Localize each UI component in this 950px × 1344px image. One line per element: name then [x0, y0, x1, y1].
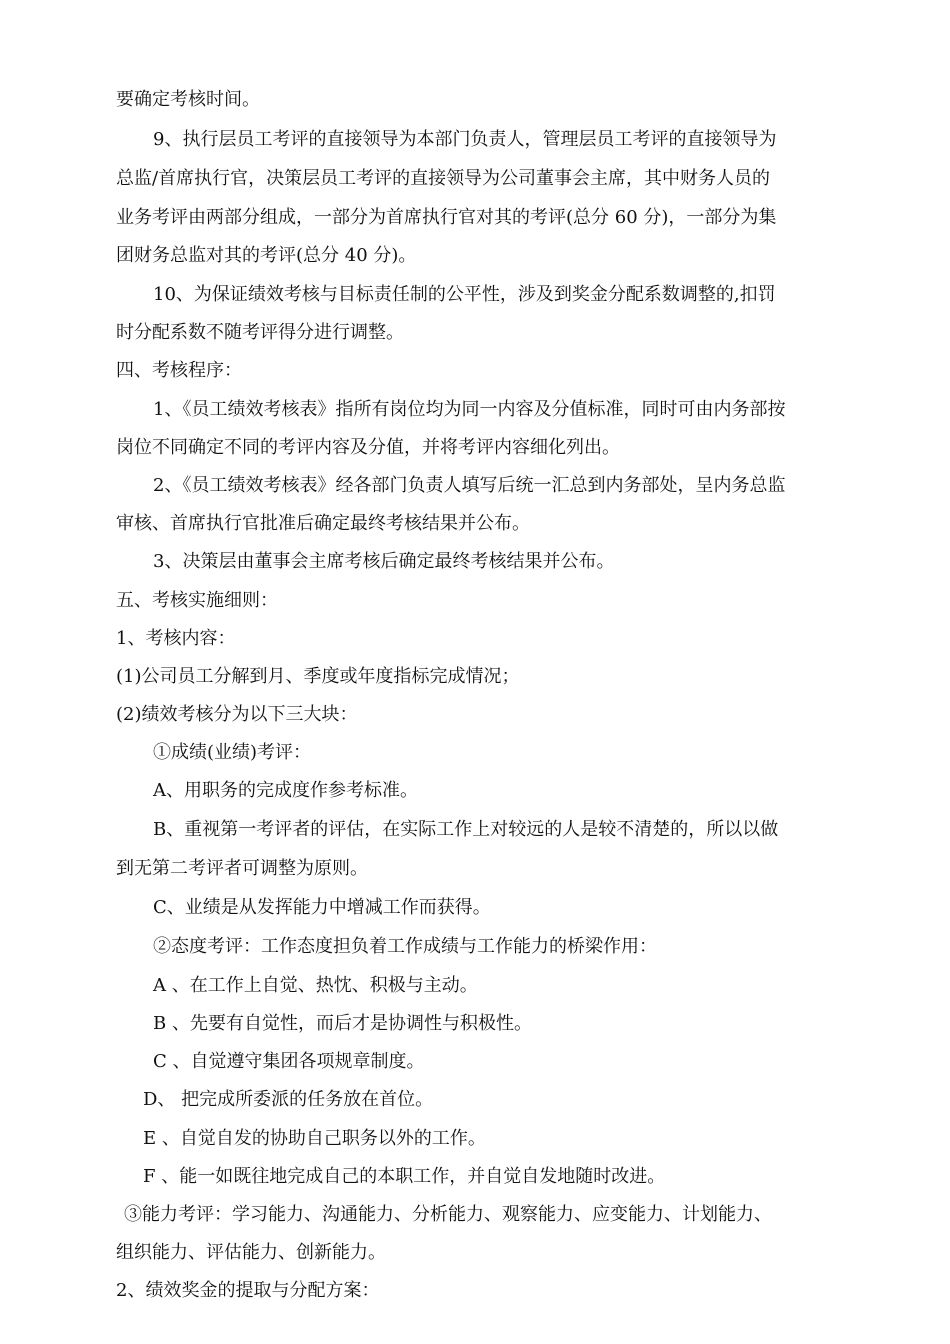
text-line: A、用职务的完成度作参考标准。 — [153, 780, 418, 801]
text-line: 组织能力、评估能力、创新能力。 — [116, 1242, 386, 1263]
text-line: C 、自觉遵守集团各项规章制度。 — [153, 1051, 425, 1072]
text-line: ②态度考评：工作态度担负着工作成绩与工作能力的桥梁作用： — [153, 936, 657, 957]
text-line: 岗位不同确定不同的考评内容及分值，并将考评内容细化列出。 — [116, 437, 620, 458]
text-line: B、重视第一考评者的评估，在实际工作上对较远的人是较不清楚的，所以以做 — [153, 819, 779, 840]
text-line: B 、先要有自觉性，而后才是协调性与积极性。 — [153, 1013, 532, 1034]
text-line: 2、《员工绩效考核表》经各部门负责人填写后统一汇总到内务部处，呈内务总监 — [153, 475, 786, 496]
text-line: 时分配系数不随考评得分进行调整。 — [116, 322, 404, 343]
text-line: 1、考核内容： — [116, 628, 236, 649]
text-line: 总监/首席执行官，决策层员工考评的直接领导为公司董事会主席，其中财务人员的 — [116, 168, 771, 189]
text-line: 审核、首席执行官批准后确定最终考核结果并公布。 — [116, 513, 530, 534]
text-line: 要确定考核时间。 — [116, 89, 260, 110]
text-line: A 、在工作上自觉、热忱、积极与主动。 — [153, 975, 478, 996]
text-line: 业务考评由两部分组成，一部分为首席执行官对其的考评(总分 60 分)，一部分为集 — [116, 207, 777, 228]
text-line: (2)绩效考核分为以下三大块： — [116, 704, 358, 725]
text-line: ③能力考评：学习能力、沟通能力、分析能力、观察能力、应变能力、计划能力、 — [124, 1204, 772, 1225]
text-line: ①成绩(业绩)考评： — [153, 742, 312, 763]
text-line: 2、绩效奖金的提取与分配方案： — [116, 1280, 380, 1301]
text-line: 到无第二考评者可调整为原则。 — [116, 858, 368, 879]
section-heading: 五、考核实施细则： — [116, 590, 278, 611]
text-line: E 、自觉自发的协助自己职务以外的工作。 — [143, 1128, 486, 1149]
text-line: 团财务总监对其的考评(总分 40 分)。 — [116, 245, 417, 266]
text-line: 10、为保证绩效考核与目标责任制的公平性，涉及到奖金分配系数调整的,扣罚 — [153, 284, 776, 305]
text-line: F 、能一如既往地完成自己的本职工作，并自觉自发地随时改进。 — [143, 1166, 666, 1187]
section-heading: 四、考核程序： — [116, 360, 242, 381]
text-line: 3、决策层由董事会主席考核后确定最终考核结果并公布。 — [153, 551, 615, 572]
text-line: C、业绩是从发挥能力中增减工作而获得。 — [153, 897, 491, 918]
text-line: D、 把完成所委派的任务放在首位。 — [143, 1089, 434, 1110]
text-line: (1)公司员工分解到月、季度或年度指标完成情况； — [116, 666, 520, 687]
text-line: 1、《员工绩效考核表》指所有岗位均为同一内容及分值标准，同时可由内务部按 — [153, 399, 786, 420]
text-line: 9、执行层员工考评的直接领导为本部门负责人，管理层员工考评的直接领导为 — [153, 129, 777, 150]
